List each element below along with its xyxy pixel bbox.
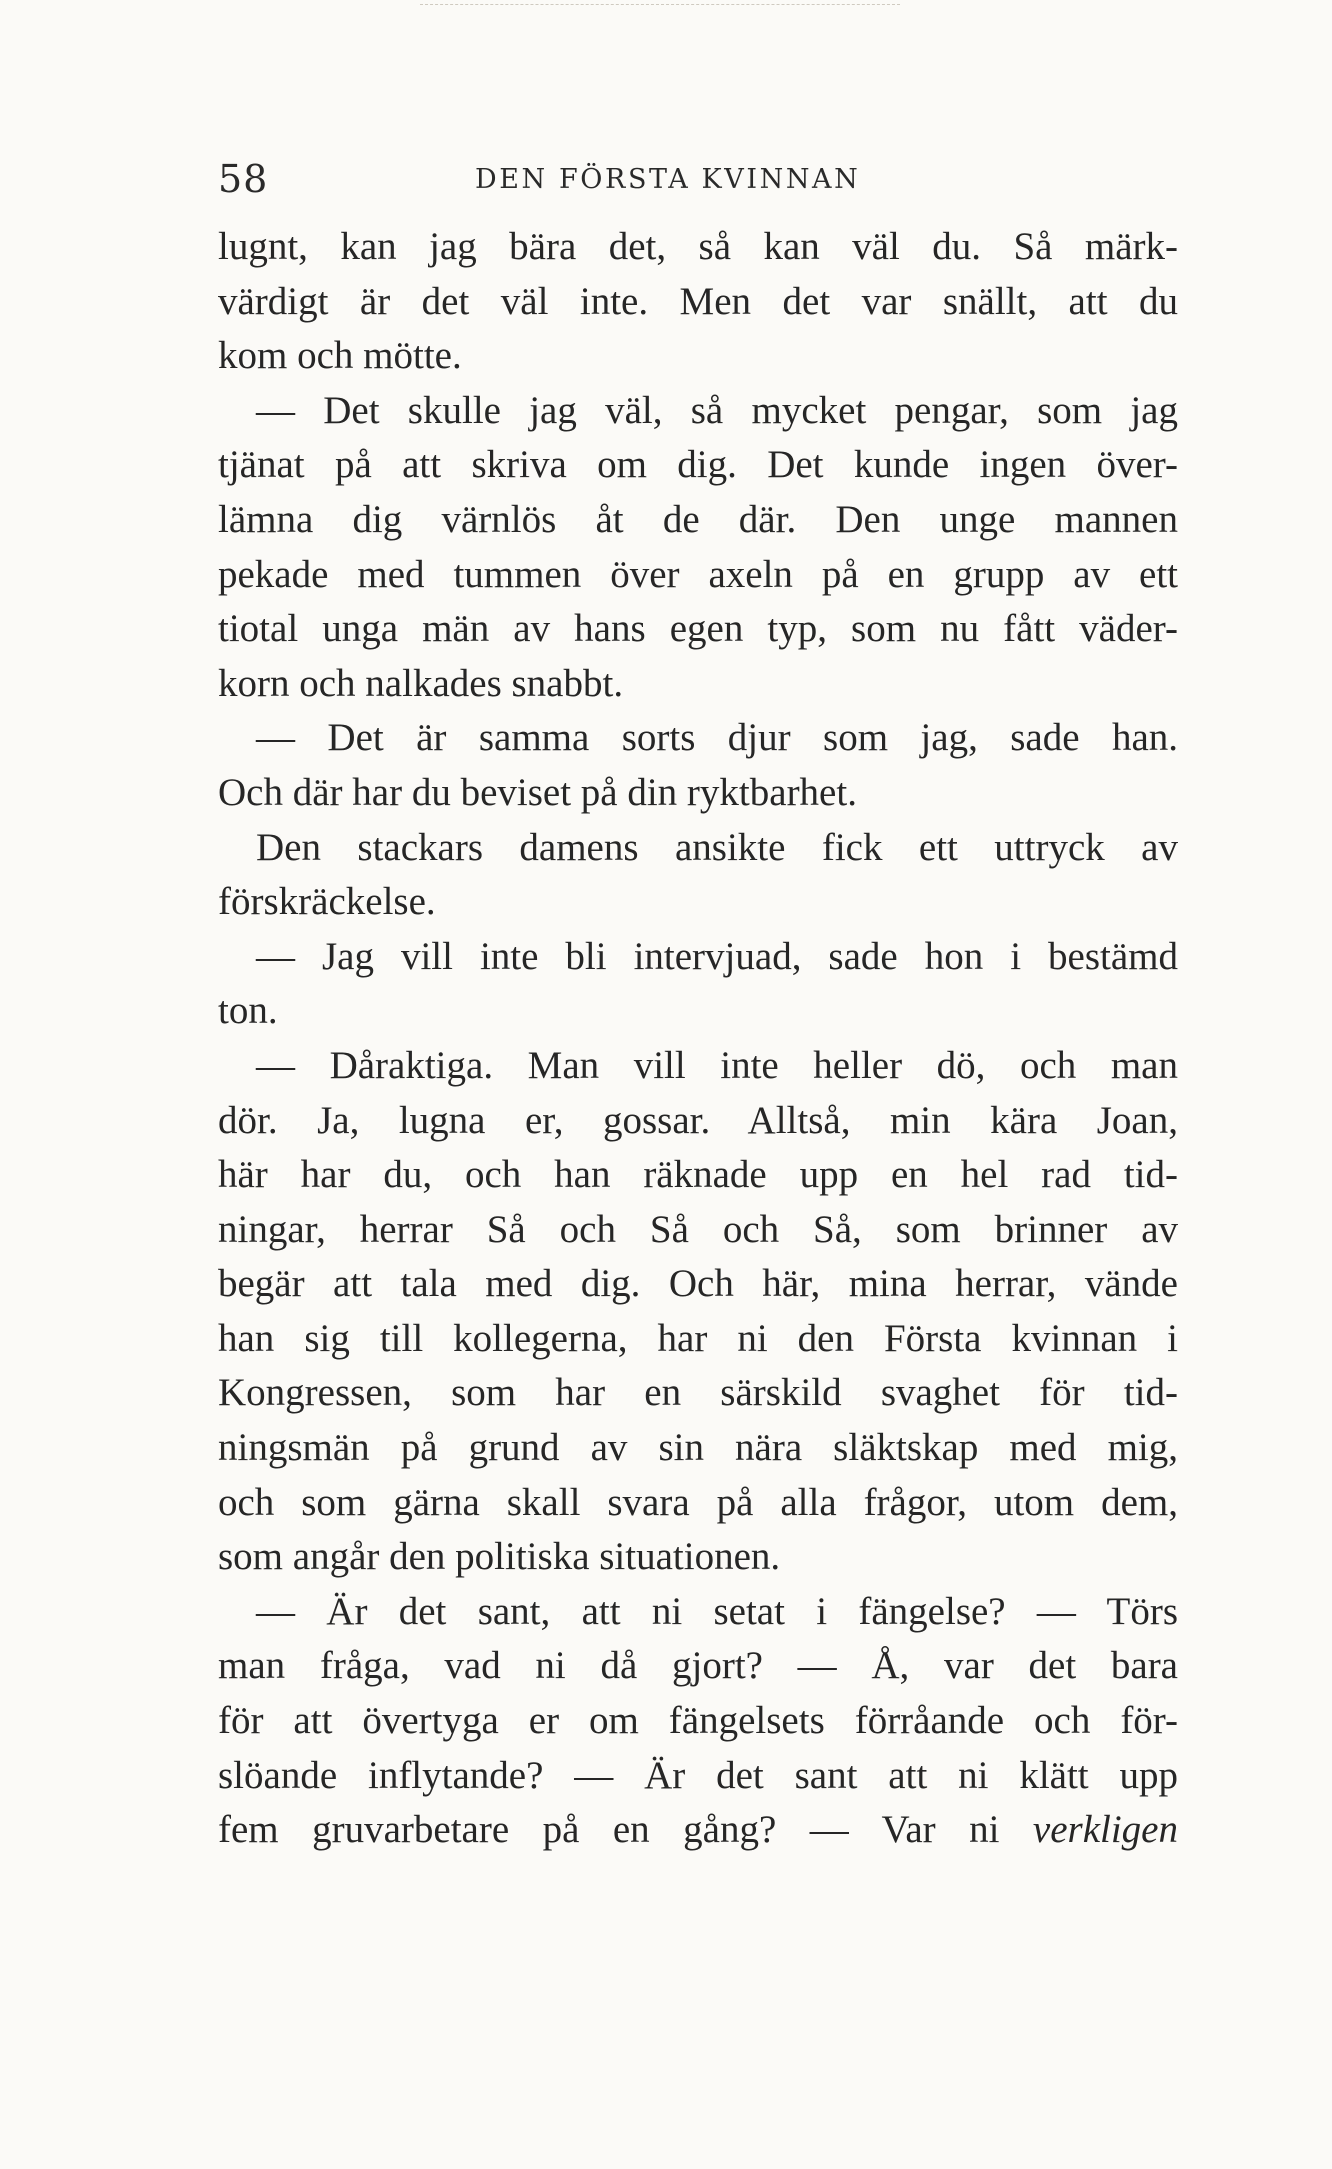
text-line: tiotal unga män av hans egen typ, som nu fått väder- bbox=[218, 607, 1178, 651]
text-line: och som gärna skall svara på alla frågor, utom dem, bbox=[218, 1480, 1178, 1524]
text-line: lugnt, kan jag bära det, så kan väl du. Så märk- bbox=[218, 225, 1178, 268]
text-line: han sig till kollegerna, har ni den Första kvinnan i bbox=[218, 1316, 1178, 1360]
text-line: — Dåraktiga. Man vill inte heller dö, och man bbox=[256, 1043, 1178, 1087]
text-line: tjänat på att skriva om dig. Det kunde ingen över- bbox=[218, 443, 1178, 487]
text-line: ningsmän på grund av sin nära släktskap med mig, bbox=[218, 1426, 1178, 1470]
text-line: här har du, och han räknade upp en hel rad tid- bbox=[218, 1153, 1178, 1197]
text-line: ningar, herrar Så och Så och Så, som brinner av bbox=[218, 1207, 1178, 1251]
text-line: Kongressen, som har en särskild svaghet för tid- bbox=[218, 1371, 1178, 1415]
text-line: — Är det sant, att ni setat i fängelse? — Törs bbox=[256, 1589, 1178, 1633]
body-text bbox=[218, 220, 1178, 1858]
text-line: dör. Ja, lugna er, gossar. Alltså, min kära Joan, bbox=[218, 1098, 1178, 1142]
text-line: man fråga, vad ni då gjort? — Å, var det bara bbox=[218, 1644, 1178, 1688]
page-edge-mark bbox=[420, 4, 900, 5]
text-line: Den stackars damens ansikte fick ett uttryck av bbox=[256, 825, 1178, 869]
text-line: slöande inflytande? — Är det sant att ni klätt upp bbox=[218, 1753, 1178, 1797]
page-number: 58 bbox=[218, 157, 269, 201]
text-line: värdigt är det väl inte. Men det var snällt, att du bbox=[218, 279, 1178, 323]
text-line: som angår den politiska situationen. bbox=[218, 1535, 781, 1579]
text-line: — Det är samma sorts djur som jag, sade han. bbox=[256, 716, 1178, 760]
text-line: korn och nalkades snabbt. bbox=[218, 661, 624, 705]
text-line: — Det skulle jag väl, så mycket pengar, som jag bbox=[256, 388, 1178, 432]
running-title: DEN FÖRSTA KVINNAN bbox=[475, 164, 861, 195]
emphasized-word: verkligen bbox=[1032, 1808, 1178, 1852]
text-line: fem gruvarbetare på en gång? — Var ni verkligen bbox=[218, 1808, 1178, 1852]
text-line: förskräckelse. bbox=[218, 880, 436, 924]
text-line: begär att tala med dig. Och här, mina herrar, vände bbox=[218, 1262, 1178, 1306]
text-line: pekade med tummen över axeln på en grupp av ett bbox=[218, 552, 1178, 596]
text-line: Och där har du beviset på din ryktbarhet. bbox=[218, 770, 857, 814]
text-line: kom och mötte. bbox=[218, 334, 462, 378]
text-line: för att övertyga er om fängelsets förråande och för- bbox=[218, 1699, 1178, 1743]
page-header bbox=[218, 154, 1178, 204]
text-line: ton. bbox=[218, 989, 278, 1033]
text-line: — Jag vill inte bli intervjuad, sade hon i bestämd bbox=[256, 934, 1178, 978]
text-line: lämna dig värnlös åt de där. Den unge mannen bbox=[218, 497, 1178, 541]
